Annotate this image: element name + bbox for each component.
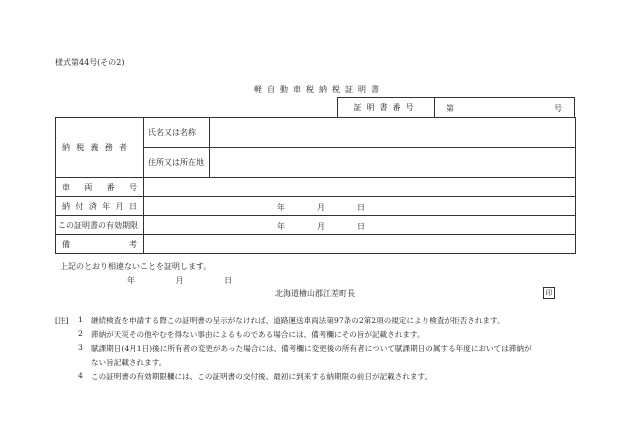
notes-head: [注]: [55, 316, 69, 325]
issue-day: 日: [224, 276, 233, 285]
issue-month: 月: [175, 276, 184, 285]
remarks-label: 備 考: [56, 235, 144, 254]
seal-mark: 印: [543, 287, 555, 299]
name-value[interactable]: [210, 118, 576, 148]
notes-section: [55, 315, 575, 385]
expiry-year: 年: [277, 222, 285, 231]
note-item: [注] 1 継続検査を申請する際この証明書の呈示がなければ、道路運送車両法第97条の2第2項の規定により検査が拒否されます。: [55, 315, 505, 325]
issue-date: [127, 275, 270, 286]
certificate-number-dai: 第: [446, 104, 454, 113]
name-label: 氏名又は名称: [144, 118, 210, 148]
form-number: 様式第44号(その2): [55, 58, 125, 67]
expiry-value[interactable]: [144, 216, 576, 235]
expiry-label: この証明書の有効期限: [56, 216, 144, 235]
address-value[interactable]: [210, 148, 576, 178]
expiry-day: 日: [357, 222, 365, 231]
document-title: 軽自動車税納税証明書: [254, 85, 384, 94]
vehicle-number-label: 車 両 番 号: [56, 178, 144, 197]
note-item: 3 賦課期日(4月1日)後に所有者の変更があった場合には、備考欄に変更後の所有者について賦課期日の属する年度においては滞納が: [78, 343, 532, 353]
taxpayer-group-label: 納 税 義 務 者: [56, 118, 144, 178]
certificate-number-box: [337, 97, 575, 117]
address-label: 住所又は所在地: [144, 148, 210, 178]
note-item: ない旨記載されます。: [91, 358, 167, 367]
payment-month: 月: [317, 203, 325, 212]
issue-year: 年: [127, 276, 135, 285]
payment-date-value[interactable]: [144, 197, 576, 216]
certificate-table: [55, 117, 576, 254]
payment-date-label: 納 付 済 年 月 日: [56, 197, 144, 216]
issuer-name: 北海道檜山郡江差町長: [275, 289, 355, 298]
certificate-number-go: 号: [554, 104, 562, 113]
certificate-number-label: 証明書番号: [338, 98, 435, 117]
note-item: 4 この証明書の有効期限欄には、この証明書の交付後、最初に到来する納期限の前日が記載されます。: [78, 371, 433, 381]
vehicle-number-value[interactable]: [144, 178, 576, 197]
payment-year: 年: [277, 203, 285, 212]
expiry-month: 月: [317, 222, 325, 231]
certify-text: 上記のとおり相違ないことを証明します。: [60, 262, 212, 271]
note-item: 2 滞納が天災その他やむを得ない事由によるものである場合には、備考欄にその旨が記載されます。: [78, 329, 425, 339]
remarks-value[interactable]: [144, 235, 576, 254]
payment-day: 日: [357, 203, 365, 212]
